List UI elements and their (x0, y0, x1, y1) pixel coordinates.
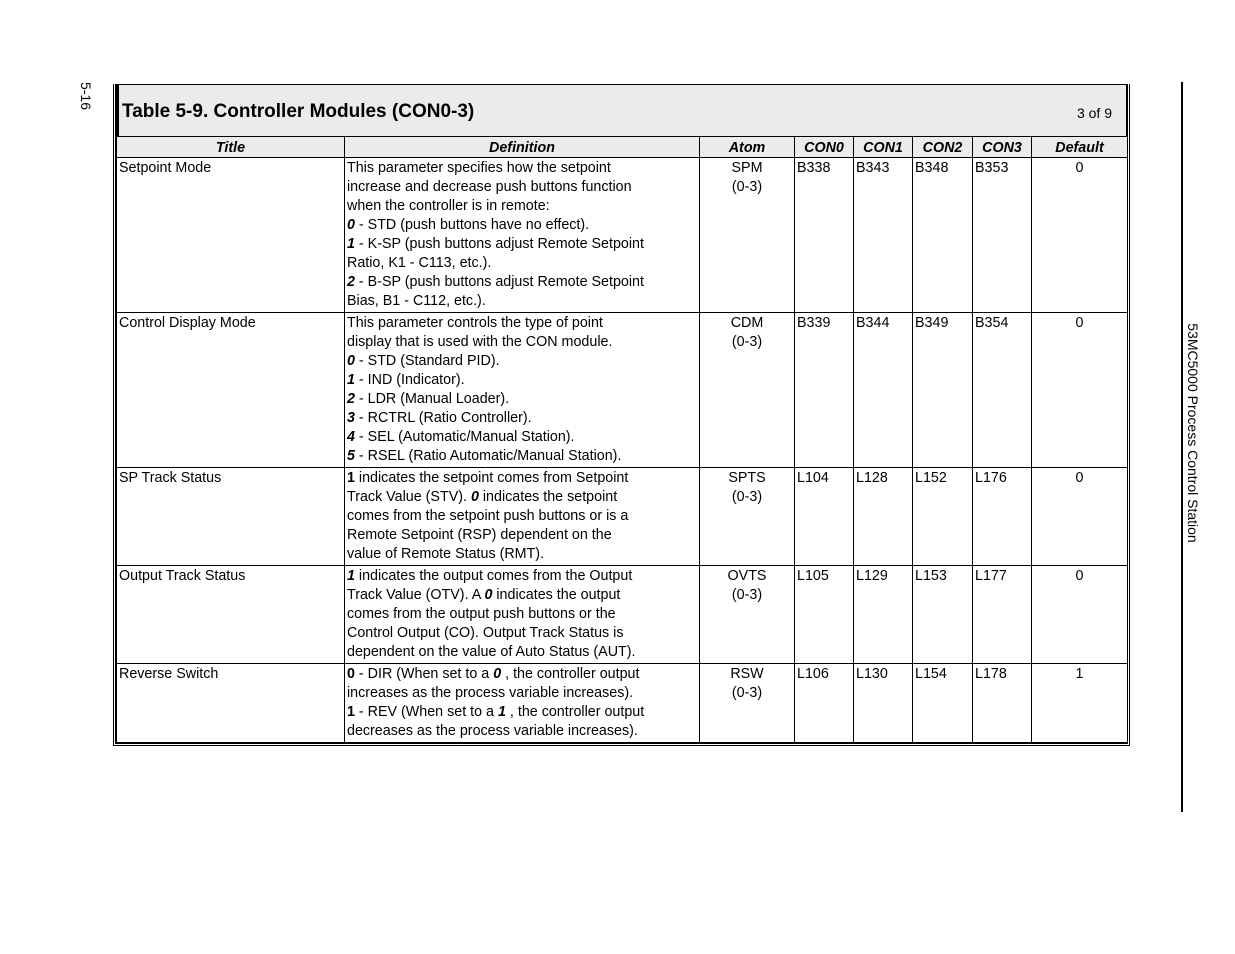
definition-line (347, 197, 695, 216)
atom-range: (0-3) (731, 685, 763, 701)
definition-line (347, 254, 695, 273)
cell-definition (345, 468, 700, 566)
cell-atom (700, 313, 795, 468)
cell-default: 0 (1032, 313, 1128, 468)
atom-name: CDM (730, 315, 764, 331)
definition-value-key: 0 (347, 666, 355, 682)
definition-line (347, 703, 695, 722)
atom-name: RSW (730, 666, 764, 682)
definition-line (347, 159, 695, 178)
cell-atom (700, 664, 795, 743)
definition-value-key: 1 (347, 704, 355, 720)
definition-line (347, 390, 695, 409)
cell-default: 0 (1032, 158, 1128, 313)
definition-text: - STD (Standard PID). (354, 353, 500, 369)
definition-line (347, 684, 695, 703)
document-title-vertical: 53MC5000 Process Control Station (1185, 323, 1201, 543)
definition-text: value of Remote Status (RMT). (347, 546, 545, 562)
definition-text: indicates the setpoint (478, 489, 618, 505)
header-definition: Definition (345, 137, 700, 158)
atom-range: (0-3) (731, 179, 763, 195)
definition-line (347, 488, 695, 507)
definition-text: Remote Setpoint (RSP) dependent on the (347, 527, 612, 543)
definition-value-key: 0 (347, 217, 355, 233)
definition-text: increase and decrease push buttons function (347, 179, 632, 195)
definition-text: Bias, B1 - C112, etc.). (347, 293, 486, 309)
definition-line (347, 643, 695, 662)
definition-line (347, 273, 695, 292)
cell-con2: B349 (913, 313, 973, 468)
definition-value-key: 1 (497, 704, 506, 720)
cell-definition (345, 664, 700, 743)
table-header-row (117, 137, 1128, 158)
cell-con2: B348 (913, 158, 973, 313)
page-number: 5-16 (78, 81, 94, 111)
definition-text: - SEL (Automatic/Manual Station). (354, 429, 575, 445)
atom-range: (0-3) (731, 334, 763, 350)
definition-value-key: 1 (347, 568, 355, 584)
definition-value-key: 0 (484, 587, 493, 603)
definition-value-key: 2 (347, 391, 355, 407)
definition-value-key: 3 (347, 410, 355, 426)
cell-con1: L128 (854, 468, 913, 566)
definition-line (347, 216, 695, 235)
definition-text: - DIR (When set to a (354, 666, 494, 682)
atom-range: (0-3) (731, 587, 763, 603)
table-row (117, 468, 1128, 566)
header-atom: Atom (700, 137, 795, 158)
atom-range: (0-3) (731, 489, 763, 505)
definition-line (347, 624, 695, 643)
definition-text: Ratio, K1 - C113, etc.). (347, 255, 492, 271)
definition-line (347, 526, 695, 545)
definition-text: - RSEL (Ratio Automatic/Manual Station). (354, 448, 622, 464)
definition-line (347, 235, 695, 254)
cell-con1: L129 (854, 566, 913, 664)
header-title: Title (117, 137, 345, 158)
definition-text: This parameter specifies how the setpoint (347, 160, 611, 176)
definition-line (347, 352, 695, 371)
atom-name: SPM (731, 160, 763, 176)
definition-line (347, 428, 695, 447)
definition-text: indicates the setpoint comes from Setpoint (354, 470, 629, 486)
cell-con1: B343 (854, 158, 913, 313)
cell-definition (345, 566, 700, 664)
definition-text: display that is used with the CON module. (347, 334, 613, 350)
table-row (117, 664, 1128, 743)
definition-line (347, 665, 695, 684)
cell-con0: L105 (795, 566, 854, 664)
cell-title: Control Display Mode (117, 313, 345, 468)
cell-default: 0 (1032, 468, 1128, 566)
cell-con1: L130 (854, 664, 913, 743)
definition-text: increases as the process variable increases). (347, 685, 634, 701)
definition-line (347, 586, 695, 605)
atom-name: OVTS (727, 568, 767, 584)
cell-con2: L152 (913, 468, 973, 566)
definition-line (347, 314, 695, 333)
definition-text: , the controller output (505, 704, 645, 720)
cell-title: Setpoint Mode (117, 158, 345, 313)
header-con3: CON3 (973, 137, 1032, 158)
definition-text: This parameter controls the type of point (347, 315, 603, 331)
cell-title: SP Track Status (117, 468, 345, 566)
definition-text: when the controller is in remote: (347, 198, 550, 214)
definition-text: indicates the output comes from the Output (354, 568, 633, 584)
cell-default: 0 (1032, 566, 1128, 664)
definition-text: - REV (When set to a (354, 704, 498, 720)
controller-modules-table (113, 84, 1130, 746)
definition-line (347, 567, 695, 586)
definition-value-key: 0 (493, 666, 502, 682)
table-caption: Table 5-9. Controller Modules (CON0-3) (122, 101, 475, 122)
definition-value-key: 0 (347, 353, 355, 369)
table-body (117, 158, 1128, 743)
cell-con2: L153 (913, 566, 973, 664)
definition-text: decreases as the process variable increases). (347, 723, 638, 739)
table-row (117, 158, 1128, 313)
header-con2: CON2 (913, 137, 973, 158)
table-row (117, 313, 1128, 468)
definition-value-key: 2 (347, 274, 355, 290)
definition-line (347, 333, 695, 352)
definition-text: - RCTRL (Ratio Controller). (354, 410, 532, 426)
definition-value-key: 1 (347, 372, 355, 388)
definition-text: - B-SP (push buttons adjust Remote Setpoint (354, 274, 644, 290)
definition-line (347, 178, 695, 197)
definition-text: - LDR (Manual Loader). (354, 391, 510, 407)
definition-value-key: 1 (347, 236, 355, 252)
parameter-table (116, 136, 1128, 743)
cell-definition (345, 158, 700, 313)
definition-line (347, 722, 695, 741)
definition-line (347, 605, 695, 624)
definition-line (347, 469, 695, 488)
cell-con3: L178 (973, 664, 1032, 743)
cell-con1: B344 (854, 313, 913, 468)
cell-con3: B354 (973, 313, 1032, 468)
cell-con0: L104 (795, 468, 854, 566)
cell-con3: L177 (973, 566, 1032, 664)
definition-text: comes from the output push buttons or the (347, 606, 616, 622)
cell-title: Output Track Status (117, 566, 345, 664)
definition-value-key: 4 (347, 429, 355, 445)
cell-con0: B338 (795, 158, 854, 313)
definition-text: Track Value (OTV). A (347, 587, 485, 603)
definition-text: indicates the output (492, 587, 621, 603)
definition-text: , the controller output (501, 666, 640, 682)
definition-line (347, 447, 695, 466)
definition-text: Control Output (CO). Output Track Status is (347, 625, 624, 641)
definition-line (347, 507, 695, 526)
cell-con3: B353 (973, 158, 1032, 313)
cell-atom (700, 158, 795, 313)
definition-line (347, 545, 695, 564)
cell-con0: B339 (795, 313, 854, 468)
table-caption-bar (116, 84, 1127, 136)
definition-text: - IND (Indicator). (354, 372, 465, 388)
cell-title: Reverse Switch (117, 664, 345, 743)
definition-text: - STD (push buttons have no effect). (354, 217, 590, 233)
cell-con3: L176 (973, 468, 1032, 566)
cell-default: 1 (1032, 664, 1128, 743)
cell-con0: L106 (795, 664, 854, 743)
definition-value-key: 5 (347, 448, 355, 464)
cell-con2: L154 (913, 664, 973, 743)
header-con0: CON0 (795, 137, 854, 158)
cell-definition (345, 313, 700, 468)
header-default: Default (1032, 137, 1128, 158)
cell-atom (700, 468, 795, 566)
definition-text: Track Value (STV). (347, 489, 471, 505)
right-margin-rule (1181, 82, 1183, 812)
atom-name: SPTS (728, 470, 766, 486)
definition-line (347, 409, 695, 428)
definition-line (347, 292, 695, 311)
definition-value-key: 0 (470, 489, 479, 505)
table-page-indicator: 3 of 9 (1076, 105, 1112, 121)
definition-line (347, 371, 695, 390)
definition-text: - K-SP (push buttons adjust Remote Setpoint (354, 236, 644, 252)
table-row (117, 566, 1128, 664)
definition-value-key: 1 (347, 470, 355, 486)
definition-text: comes from the setpoint push buttons or is a (347, 508, 629, 524)
cell-atom (700, 566, 795, 664)
definition-text: dependent on the value of Auto Status (AUT). (347, 644, 636, 660)
header-con1: CON1 (854, 137, 913, 158)
